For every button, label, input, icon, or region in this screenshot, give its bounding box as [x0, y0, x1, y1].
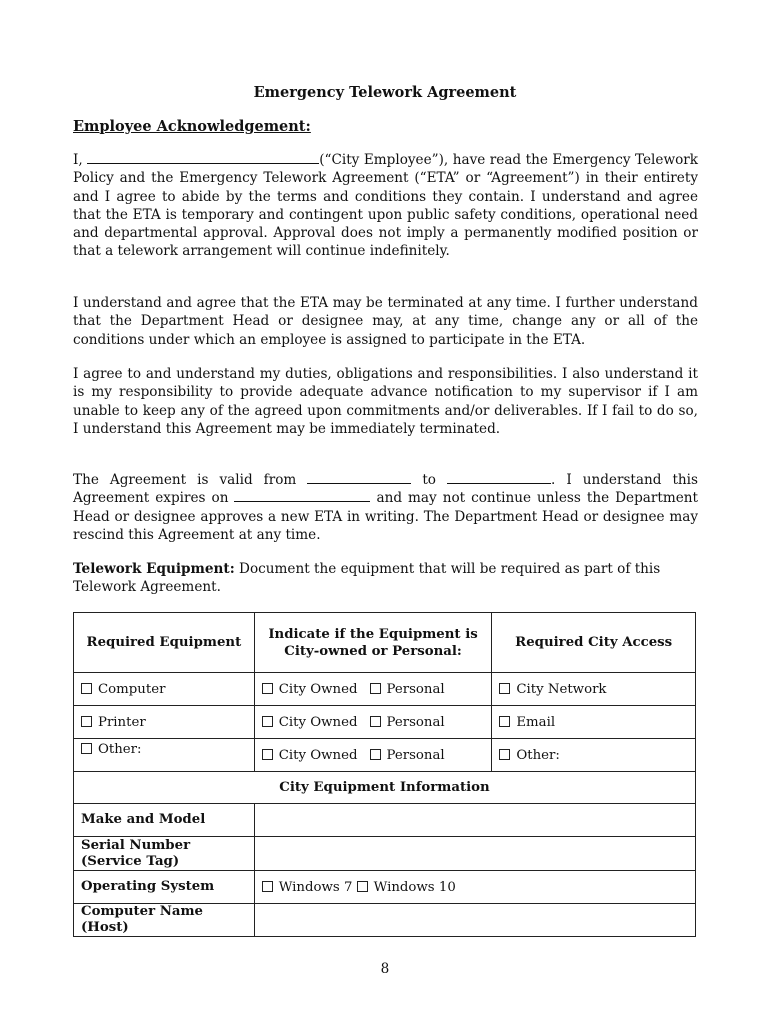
other-city-owned-checkbox[interactable] — [262, 749, 273, 760]
page-title: Emergency Telework Agreement — [253, 84, 517, 101]
computer-personal-checkbox[interactable] — [370, 683, 381, 694]
table-row — [74, 706, 696, 739]
expires-on-blank[interactable] — [234, 489, 370, 502]
valid-to-blank[interactable] — [447, 471, 551, 484]
p4-a: The Agreement is valid from — [73, 472, 297, 488]
operating-system-label: Operating System — [74, 871, 255, 904]
table-row — [74, 871, 696, 904]
equipment-printer: Printer — [98, 714, 146, 730]
city-equipment-info-heading: City Equipment Information — [74, 772, 696, 804]
printer-personal-checkbox[interactable] — [370, 716, 381, 727]
personal-label: Personal — [386, 714, 445, 730]
employee-name-blank[interactable] — [87, 151, 319, 164]
p4-d: and may not continue unless the Department Head or designee approves a new ETA in writing. The Department Head or designee may rescind this Agreement at any time. — [73, 490, 698, 543]
telework-equipment-label: Telework Equipment: — [73, 561, 235, 577]
page-number: 8 — [380, 961, 390, 977]
serial-number-field[interactable] — [254, 837, 695, 871]
access-city-network: City Network — [516, 681, 607, 697]
operating-system-options — [254, 871, 695, 904]
other-personal-checkbox[interactable] — [370, 749, 381, 760]
table-row — [74, 904, 696, 937]
windows10-checkbox[interactable] — [357, 881, 368, 892]
city-owned-label: City Owned — [278, 714, 358, 730]
email-checkbox[interactable] — [499, 716, 510, 727]
make-model-field[interactable] — [254, 804, 695, 837]
printer-checkbox[interactable] — [81, 716, 92, 727]
other-equipment-checkbox[interactable] — [81, 743, 92, 754]
city-network-checkbox[interactable] — [499, 683, 510, 694]
computer-name-label: Computer Name (Host) — [74, 904, 255, 937]
city-owned-label: City Owned — [278, 747, 358, 763]
telework-equipment-text: Document the equipment that will be required as part of this Telework Agreement. — [73, 561, 661, 596]
computer-city-owned-checkbox[interactable] — [262, 683, 273, 694]
personal-label: Personal — [386, 747, 445, 763]
serial-number-line1: Serial Number — [81, 837, 191, 853]
equipment-table — [73, 612, 696, 937]
other-access-checkbox[interactable] — [499, 749, 510, 760]
p4-b: to — [422, 472, 436, 488]
equipment-other: Other: — [98, 742, 142, 757]
windows10-label: Windows 10 — [373, 879, 456, 895]
personal-label: Personal — [386, 681, 445, 697]
header-required-city-access: Required City Access — [492, 613, 696, 673]
telework-equipment-section — [73, 560, 698, 597]
table-row — [74, 673, 696, 706]
acknowledgement-paragraph-1 — [73, 151, 698, 261]
city-owned-label: City Owned — [278, 681, 358, 697]
equipment-computer: Computer — [98, 681, 166, 697]
access-other: Other: — [516, 747, 560, 763]
city-equipment-info-row — [74, 772, 696, 804]
printer-city-owned-checkbox[interactable] — [262, 716, 273, 727]
computer-name-field[interactable] — [254, 904, 695, 937]
serial-number-line2: (Service Tag) — [81, 853, 180, 869]
header-required-equipment: Required Equipment — [74, 613, 255, 673]
windows7-checkbox[interactable] — [262, 881, 273, 892]
access-email: Email — [516, 714, 556, 730]
table-row — [74, 837, 696, 871]
table-header-row — [74, 613, 696, 673]
p1-rest: (“City Employee”), have read the Emergency Telework Policy and the Emergency Telework Agreement (“ETA” or “Agreement”) in their entirety and I agree to abide by the terms and conditions they contain. I understand and agree that the ETA is temporary and contingent upon public safety conditions, operational need and departmental approval. Approval does not imply a permanently modified position or that a telework arrangement will continue indefinitely. — [73, 152, 699, 260]
windows7-label: Windows 7 — [278, 879, 353, 895]
p4-c: . I understand this Agreement expires on — [73, 472, 698, 507]
valid-from-blank[interactable] — [307, 471, 411, 484]
table-row — [74, 739, 696, 772]
table-row — [74, 804, 696, 837]
p1-start: I, — [73, 152, 83, 168]
acknowledgement-paragraph-2: I understand and agree that the ETA may be terminated at any time. I further understand that the Department Head or designee may, at any time, change any or all of the conditions under which an employee is assigned to participate in the ETA. — [73, 295, 698, 348]
acknowledgement-paragraph-3: I agree to and understand my duties, obligations and responsibilities. I also understand it is my responsibility to provide adequate advance notification to my supervisor if I am unable to keep any of the agreed upon commitments and/or deliverables. If I fail to do so, I understand this Agreement may be immediately terminated. — [73, 366, 698, 437]
acknowledgement-heading: Employee Acknowledgement: — [73, 118, 311, 135]
computer-checkbox[interactable] — [81, 683, 92, 694]
header-city-owned-or-personal: Indicate if the Equipment is City-owned or Personal: — [254, 613, 492, 673]
acknowledgement-paragraph-4 — [73, 471, 698, 544]
serial-number-label — [74, 837, 255, 871]
make-model-label: Make and Model — [74, 804, 255, 837]
